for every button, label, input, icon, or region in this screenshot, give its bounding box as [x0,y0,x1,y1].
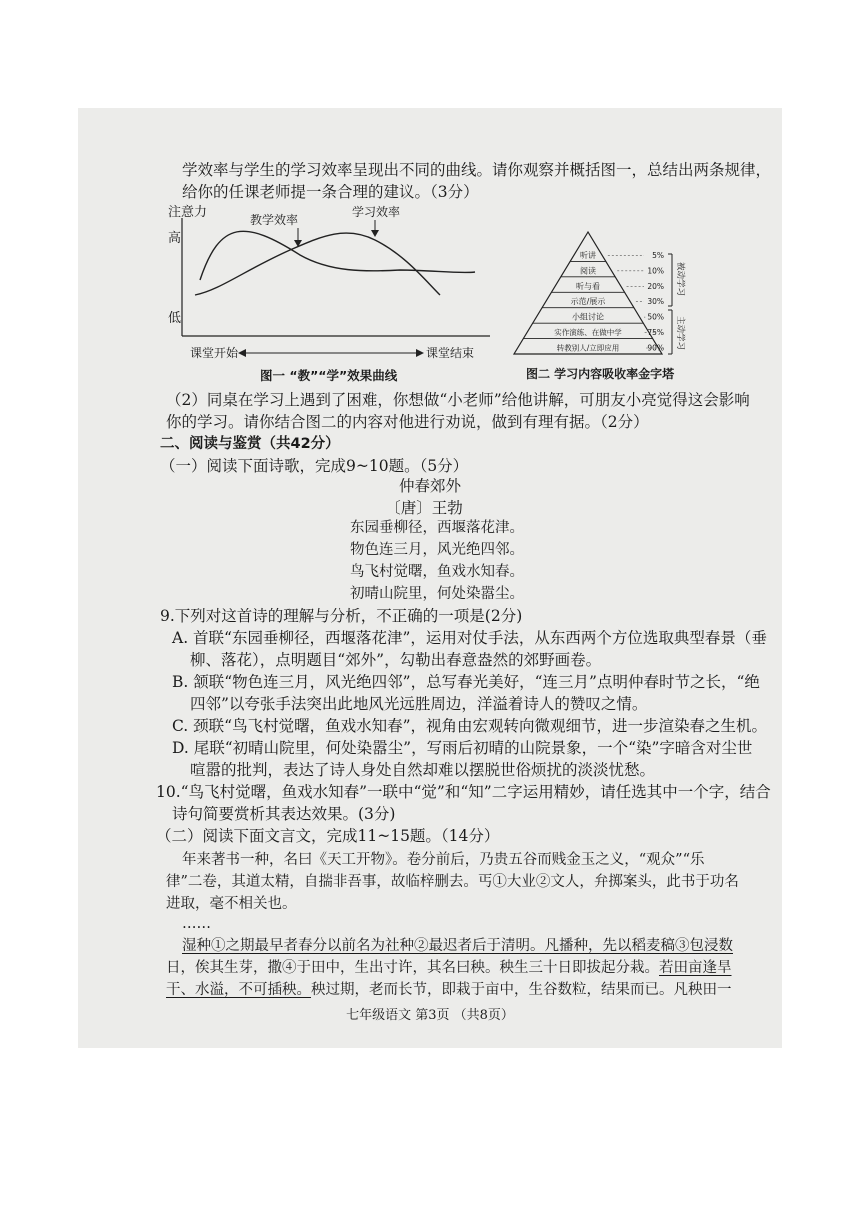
figure2-pyramid [510,228,710,386]
classical-p1-line-2: 律”二卷，其道太精，自揣非吾事，故临梓删去。丐①大业②文人，弁掷案头，此书于功名 [166,874,739,890]
section2-part1: （一）阅读下面诗歌，完成9~10题。（5分） [160,457,469,475]
classical-p2-line-1: 湿种①之期最早者春分以前名为社种②最迟者后于清明。凡播种，先以稻麦稿③包浸数 [182,938,733,954]
classical-p2-line-2a: 日，俟其生芽，撒④于田中，生出寸许，其名曰秧。秧生三十日即拔起分栽。 [166,960,659,976]
poem-line-4: 初晴山院里，何处染嚣尘。 [350,586,524,602]
label-learning-efficiency: 学习效率 [352,205,401,219]
q9-option-a-line-2: 柳、落花），点明题目“郊外”，勾勒出春意盎然的郊野画卷。 [190,651,602,669]
learning-efficiency-curve [195,233,440,295]
section2-title: 二、阅读与鉴赏（共42分） [160,436,340,452]
poem-line-3: 鸟飞村觉曙，鱼戏水知春。 [350,564,524,580]
pyramid-level-rate: 20% [647,281,664,291]
figure1-x-start: 课堂开始 [190,346,239,360]
classical-p1-line-3: 进取，毫不相关也。 [166,896,297,912]
figure1-y-title: 注意力 [168,205,208,220]
pyramid-level-rate: 10% [647,266,664,276]
poem-line-2: 物色连三月，风光绝四邻。 [350,542,524,558]
classical-ellipsis: …… [182,916,211,932]
pyramid-level-label: 示范/展示 [570,297,606,307]
passive-learning-label: 被动学习 [675,262,685,297]
q9-stem: 9.下列对这首诗的理解与分析，不正确的一项是(2分) [160,607,523,625]
pyramid-level-rate: 75% [647,328,664,338]
figure1-caption: 图一 “教”“学”效果曲线 [260,368,398,383]
poem-title: 仲春郊外 [398,477,461,495]
figure1-y-low: 低 [168,311,182,326]
q2-line-2: 你的学习。请你结合图二的内容对他进行劝说，做到有理有据。（2分） [166,413,649,431]
pyramid-level-rate: 30% [647,297,664,307]
q9-option-b-line-1: B. 颔联“物色连三月，风光绝四邻”，总写春光美好，“连三月”点明仲春时节之长，“绝 [172,673,760,691]
pyramid-level-label: 转教别人/立即应用 [556,343,620,353]
classical-p2-line-3b: 秧过期，老而长节，即栽于亩中，生谷数粒，结果而已。凡秧田一 [311,982,732,998]
pyramid-level-label: 听讲 [580,250,596,260]
pyramid-level-label: 阅读 [580,266,596,276]
q9-option-a-line-1: A. 首联“东园垂柳径，西堰落花津”，运用对仗手法，从东西两个方位选取典型春景（垂 [172,629,767,647]
pyramid-level-rate: 90% [647,343,664,353]
pyramid-level-label: 实作演练、在做中学 [554,328,622,338]
classical-p2-line-2b: 若田亩逢旱 [659,960,732,976]
pyramid-level-label: 听与看 [576,281,600,291]
poem-author: 〔唐〕王勃 [385,499,463,517]
teaching-efficiency-curve [200,231,475,280]
classical-p2-line-3 [166,980,732,1000]
q10-line-2: 诗句简要赏析其表达效果。(3分) [172,805,396,823]
part2-heading: （二）阅读下面文言文，完成11~15题。（14分） [156,827,500,845]
intro-line-2: 给你的任课老师提一条合理的建议。（3分） [182,183,479,201]
figure2-caption: 图二 学习内容吸收率金字塔 [526,367,675,381]
classical-p2-line-3a: 干、水溢，不可插秧。 [166,982,311,998]
q9-option-d-line-1: D. 尾联“初晴山院里，何处染嚣尘”，写雨后初晴的山院景象，一个“染”字暗含对尘世 [172,739,753,757]
q9-option-c: C. 颈联“鸟飞村觉曙，鱼戏水知春”，视角由宏观转向微观细节，进一步渲染春之生机。 [172,717,768,735]
q9-option-b-line-2: 四邻”以夸张手法突出此地风光远胜周边，洋溢着诗人的赞叹之情。 [190,695,648,713]
intro-line-1: 学效率与学生的学习效率呈现出不同的曲线。请你观察并概括图一，总结出两条规律， [182,161,772,179]
figure1-y-high: 高 [168,231,182,246]
label-teaching-efficiency: 教学效率 [250,213,299,227]
active-learning-label: 主动学习 [675,316,685,351]
classical-p1-line-1: 年来著书一种，名曰《天工开物》。卷分前后，乃贵五谷而贱金玉之义，“观众”“乐 [182,852,705,868]
q2-line-1: （2）同桌在学习上遇到了困难，你想做“小老师”给他讲解，可朋友小亮觉得这会影响 [166,391,750,409]
q10-line-1: 10.“鸟飞村觉曙，鱼戏水知春”一联中“觉”和“知”二字运用精妙，请任选其中一个字，结合 [156,783,771,801]
pyramid-level-rate: 50% [647,312,664,322]
poem-line-1: 东园垂柳径，西堰落花津。 [350,520,524,536]
classical-p2-line-2 [166,958,732,978]
figure1-x-end: 课堂结束 [426,346,475,360]
q9-option-d-line-2: 喧嚣的批判，表达了诗人身处自然却难以摆脱世俗烦扰的淡淡忧愁。 [190,761,656,779]
pyramid-level-label: 小组讨论 [572,312,604,322]
page-footer: 七年级语文 第3页 （共8页） [346,1008,514,1023]
figure1-chart [160,200,500,390]
pyramid-level-rate: 5% [652,250,664,260]
